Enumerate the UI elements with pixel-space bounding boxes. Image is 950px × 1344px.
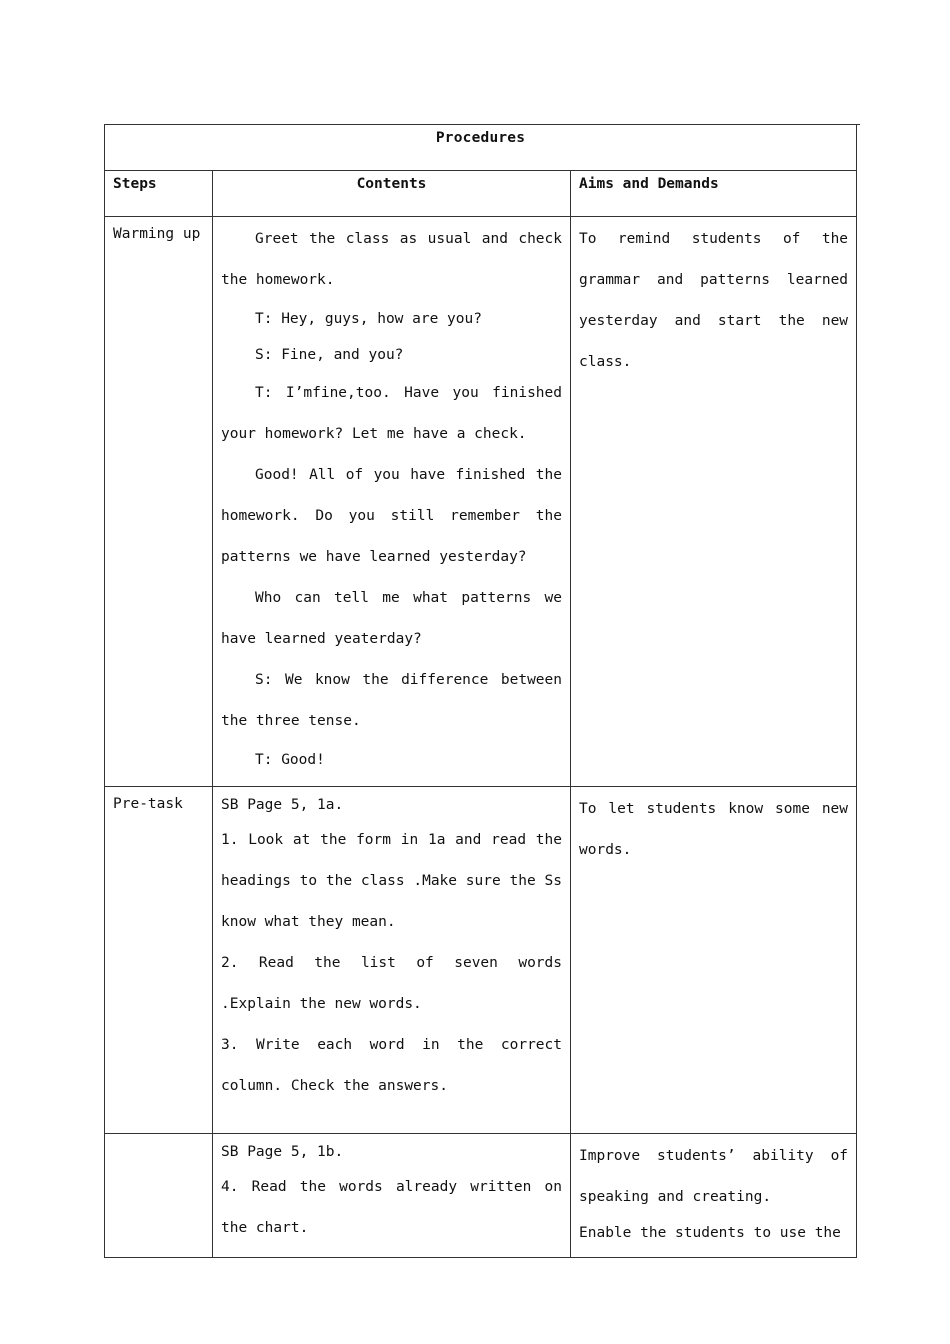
contents-cell bbox=[213, 787, 571, 1134]
content-paragraph: 3. Write each word in the correct column. Check the answers. bbox=[221, 1037, 562, 1094]
aims-paragraph: To let students know some new words. bbox=[579, 801, 849, 858]
aims-cell bbox=[571, 217, 857, 787]
header-steps: Steps bbox=[113, 176, 157, 192]
step-cell bbox=[105, 787, 213, 1134]
aims-cell bbox=[571, 1134, 857, 1258]
step-label: Pre-task bbox=[113, 796, 183, 812]
header-contents: Contents bbox=[356, 176, 427, 192]
aims-paragraph: Enable the students to use the bbox=[579, 1225, 841, 1241]
procedures-table bbox=[104, 124, 857, 1258]
step-label: Warming up bbox=[113, 226, 201, 242]
content-paragraph: 1. Look at the form in 1a and read the headings to the class .Make sure the Ss know what they mean. bbox=[221, 832, 562, 930]
content-paragraph: T: I’mfine,too. Have you finished your homework? Let me have a check. bbox=[221, 385, 562, 442]
header-aims-cell bbox=[571, 171, 857, 217]
aims-paragraph: To remind students of the grammar and patterns learned yesterday and start the new class. bbox=[579, 231, 849, 370]
content-paragraph: Who can tell me what patterns we have learned yeaterday? bbox=[221, 590, 562, 647]
table-row bbox=[105, 1134, 857, 1258]
content-paragraph: T: Hey, guys, how are you? bbox=[255, 311, 482, 327]
step-cell bbox=[105, 217, 213, 787]
content-paragraph: S: Fine, and you? bbox=[255, 347, 404, 363]
content-paragraph: Good! All of you have finished the homework. Do you still remember the patterns we have learned yesterday? bbox=[221, 467, 562, 565]
contents-cell bbox=[213, 1134, 571, 1258]
content-paragraph: T: Good! bbox=[255, 752, 325, 768]
step-label bbox=[105, 1134, 212, 1146]
content-paragraph: Greet the class as usual and check the homework. bbox=[221, 231, 562, 288]
table-row bbox=[105, 217, 857, 787]
content-paragraph: S: We know the difference between the three tense. bbox=[221, 672, 562, 729]
title-row bbox=[105, 125, 857, 171]
header-contents-cell bbox=[213, 171, 571, 217]
title-cell bbox=[105, 125, 857, 171]
table-row bbox=[105, 787, 857, 1134]
content-paragraph: 4. Read the words already written on the chart. bbox=[221, 1179, 562, 1236]
content-paragraph: SB Page 5, 1a. bbox=[221, 797, 344, 813]
header-aims: Aims and Demands bbox=[579, 176, 719, 192]
aims-cell bbox=[571, 787, 857, 1134]
table-title: Procedures bbox=[435, 130, 526, 146]
content-paragraph: SB Page 5, 1b. bbox=[221, 1144, 344, 1160]
content-paragraph: 2. Read the list of seven words .Explain the new words. bbox=[221, 955, 562, 1012]
header-row bbox=[105, 171, 857, 217]
contents-cell bbox=[213, 217, 571, 787]
header-steps-cell bbox=[105, 171, 213, 217]
step-cell bbox=[105, 1134, 213, 1258]
aims-paragraph: Improve students’ ability of speaking and creating. bbox=[579, 1148, 849, 1205]
